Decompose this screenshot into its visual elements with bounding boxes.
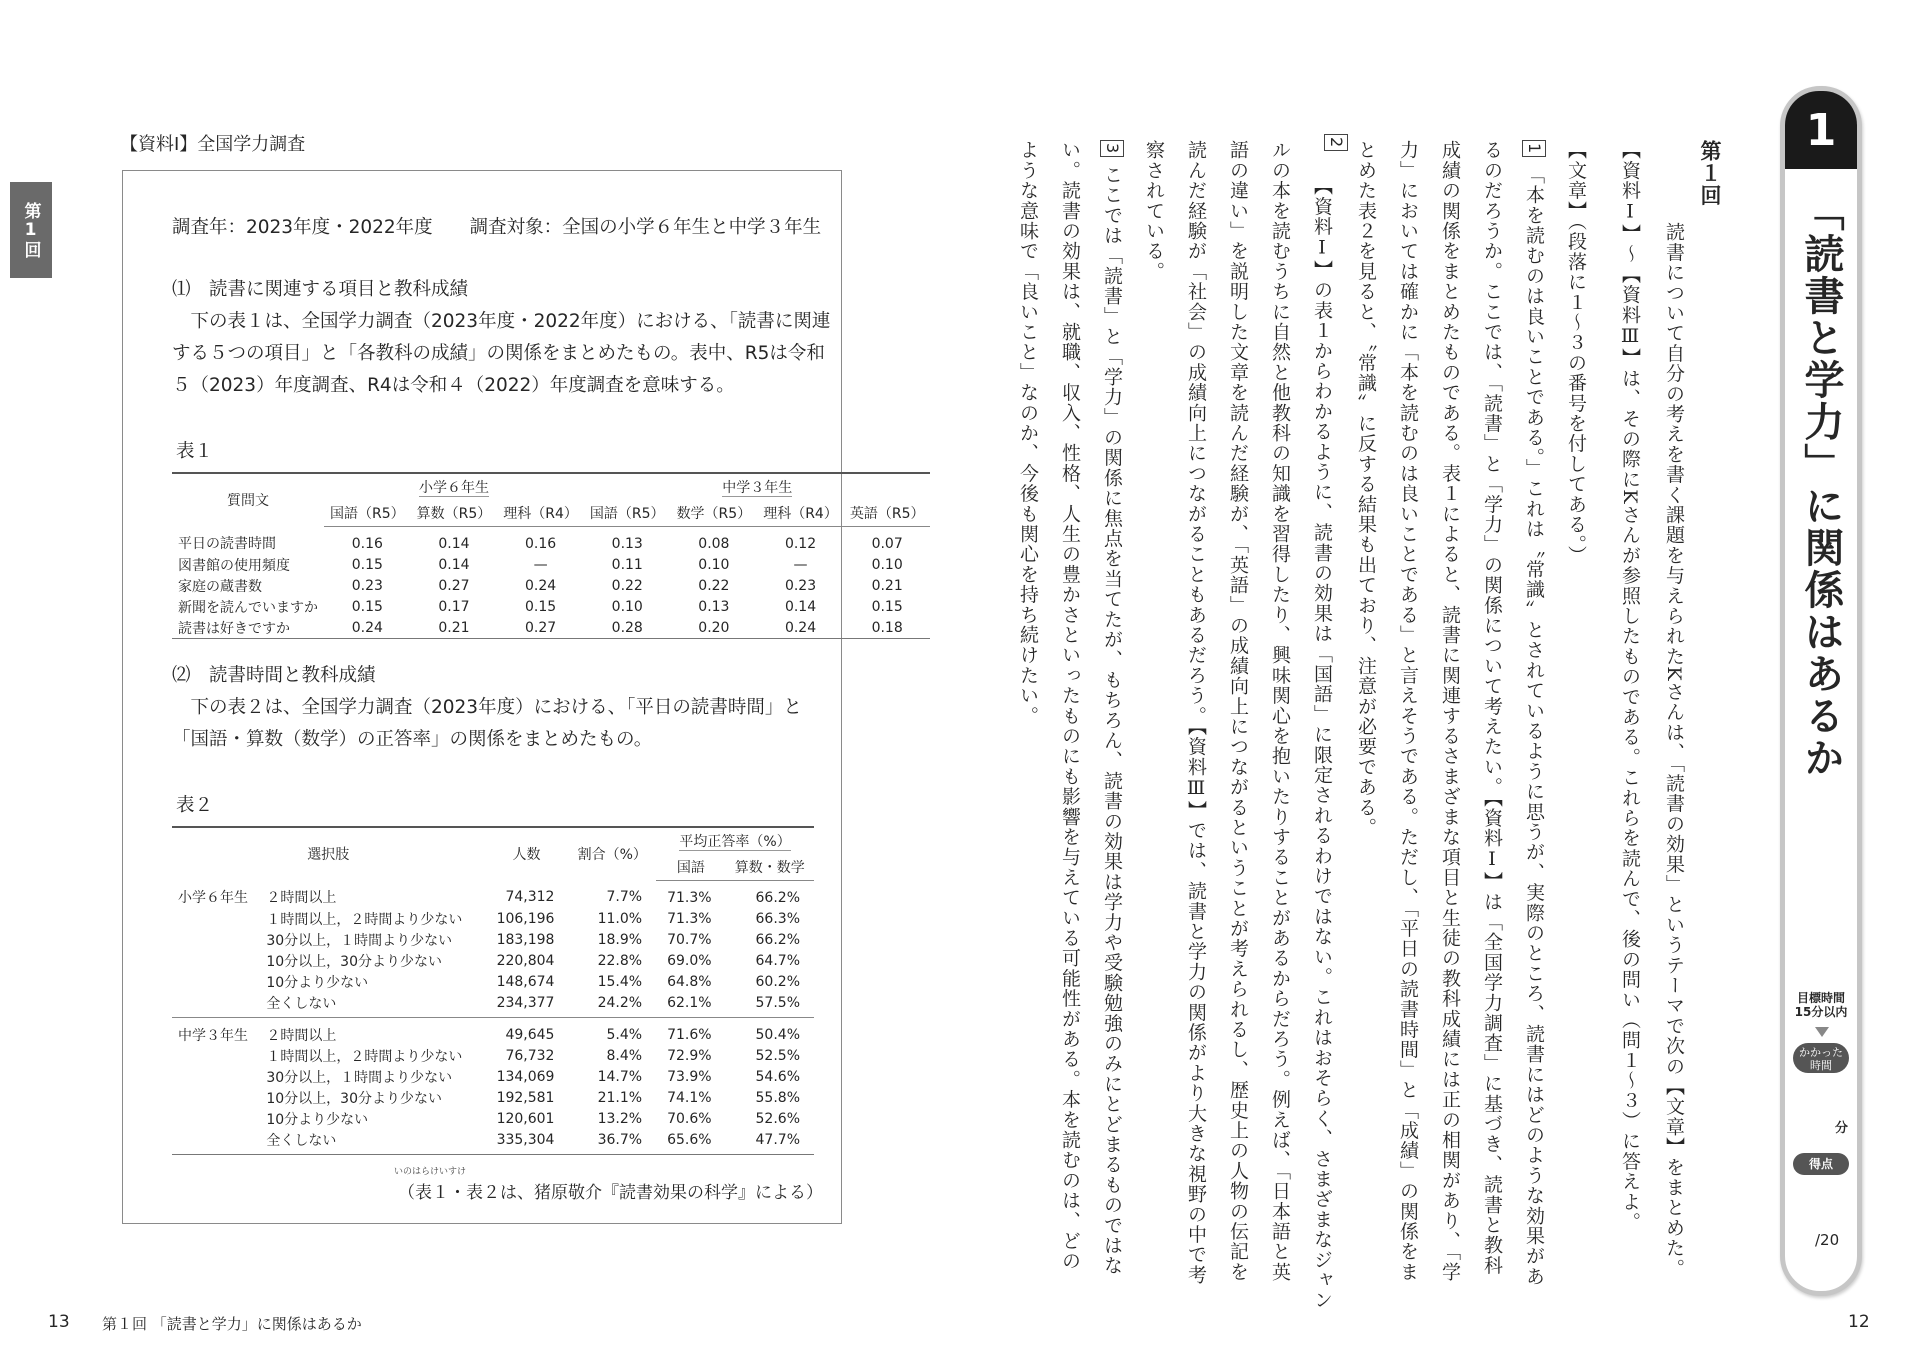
table1-cell: 0.16	[525, 535, 557, 552]
table2-cell: 106,196	[496, 910, 555, 927]
table2-group-name	[172, 908, 260, 929]
table1-cell: 0.14	[438, 535, 470, 552]
table2-group-name	[172, 1108, 260, 1129]
table2-cell: 120,601	[496, 1110, 555, 1127]
page-number: 12	[1848, 1312, 1870, 1332]
paragraph2-line: 語の違い」を説明した文章を読んだ経験が、「英語」の成績向上につながるということが考えられるし、歴史上の人物の伝記を	[1227, 140, 1249, 1282]
table2-cell: 234,377	[496, 994, 555, 1011]
table1-cell: 0.13	[611, 535, 643, 552]
round-label: 第１回	[1698, 140, 1722, 207]
table2-cell: 57.5%	[755, 994, 800, 1011]
table-row	[172, 1066, 814, 1087]
table2-choice: 30分以上，１時間より少ない	[266, 1069, 453, 1086]
table2-cell: 22.8%	[597, 952, 643, 969]
table2-cell: 54.6%	[755, 1068, 800, 1085]
table2-cell: 15.4%	[597, 973, 643, 990]
table2-cell: 220,804	[496, 952, 555, 969]
table2-cell: 55.8%	[755, 1089, 800, 1106]
table1-subheader: 国語（R5）	[584, 500, 671, 527]
paragraph-number-box: 3	[1100, 140, 1124, 157]
table2-label: 表２	[176, 795, 214, 816]
table2-cell: 64.7%	[755, 952, 800, 969]
goal-time: 目標時間 15分以内	[1794, 991, 1848, 1019]
table2-choice-header: 選択肢	[307, 847, 350, 864]
section1-text: ５（2023）年度調査、R4は令和４（2022）年度調査を意味する。	[172, 375, 735, 396]
table-row	[172, 1108, 814, 1129]
table2-cell: 49,645	[485, 1018, 569, 1046]
material1-heading: 【資料Ⅰ】全国学力調査	[120, 134, 306, 155]
source-note: （表１・表２は、猪原敬介『読書効果の科学』による）	[398, 1183, 823, 1203]
table2-cell: 64.8%	[667, 973, 712, 990]
table2-group-name	[172, 1066, 260, 1087]
table1-cell: 0.22	[698, 577, 730, 594]
table-row	[172, 971, 814, 992]
table-row	[172, 992, 814, 1018]
table1-cell: 0.17	[438, 598, 470, 615]
table2-group-name	[172, 1129, 260, 1155]
lead-line: 【資料Ⅰ】〜【資料Ⅲ】は、その際にKさんが参照したものである。これらを読んで、後の問い（問１〜３）に答えよ。	[1619, 140, 1641, 1232]
table2-choice: 10分以上，30分より少ない	[266, 953, 442, 970]
table1-cell: 0.21	[871, 577, 903, 594]
paragraph2-line: ルの本を読むうちに自然と他教科の知識を習得したり、興味関心を抱いたりすることがあるからだろう。例えば、「日本語と英	[1269, 140, 1291, 1282]
time-taken-badge: かかった 時間	[1793, 1043, 1849, 1073]
table2-group-name: 小学６年生	[178, 890, 248, 907]
table2-choice: １時間以上，２時間より少ない	[266, 1048, 463, 1065]
table-row	[172, 881, 814, 909]
section1-text: する５つの項目」と「各教科の成績」の関係をまとめたもの。表中、R5は令和	[172, 343, 825, 364]
title-panel	[1780, 86, 1862, 1296]
paragraph2-line: 【資料Ⅰ】の表１からわかるように、読書の効果は「国語」に限定されるわけではない。これはおそらく、さまざまなジャン	[1311, 176, 1333, 1311]
table2-cell: 76,732	[505, 1047, 555, 1064]
table2-cell: 13.2%	[597, 1110, 643, 1127]
table1-cell: 0.10	[871, 556, 903, 573]
table-row	[172, 575, 930, 596]
table1-cell: —	[793, 556, 808, 573]
table2-cell: 183,198	[496, 931, 555, 948]
table-row	[172, 1018, 814, 1046]
table1-cell: 0.07	[871, 535, 903, 552]
paragraph1-line: とめた表２を見ると、〝常識〟に反する結果も出ており、注意が必要である。	[1355, 140, 1377, 838]
table1-question: 家庭の蔵書数	[178, 578, 262, 595]
table-row	[172, 950, 814, 971]
paragraph1: 1 「本を読むのは良いことである。」これは〝常識〟とされているように思うが、実際のところ、読書にはどのような効果があ	[1512, 140, 1556, 1286]
table2-cell: 335,304	[496, 1131, 555, 1148]
paragraph3: 3 ここでは「読書」と「学力」の関係に焦点を当てたが、もちろん、読書の効果は学力や受験勉強のみにとどまるものではな	[1090, 140, 1134, 1276]
table2-cell: 18.9%	[597, 931, 643, 948]
section2-text: 下の表２は、全国学力調査（2023年度）における、「平日の読書時間」と	[172, 697, 802, 718]
table1-cell: 0.27	[525, 619, 557, 636]
table2-cell: 71.3%	[667, 889, 712, 906]
table1-cell: 0.28	[611, 619, 643, 636]
paragraph1-line: るのだろうか。ここでは、「読書」と「学力」の関係について考えたい。【資料Ⅰ】は「全国学力調査」に基づき、読書と教科	[1481, 140, 1503, 1276]
paragraph2-line: 読んだ経験が「社会」の成績向上につながることもあるだろう。【資料Ⅲ】では、読書と学力の関係がより大きな視野の中で考	[1185, 140, 1207, 1285]
table2-cell: 52.6%	[755, 1110, 800, 1127]
paragraph-number-box: 1	[1522, 140, 1546, 157]
table-row	[172, 1087, 814, 1108]
table2-ratio-header: 割合（%）	[577, 847, 647, 864]
paragraph1-line: 力」においては確かに「本を読むのは良いことである」と言えそうである。ただし、「平日の読書時間」と「成績」の関係をま	[1397, 140, 1419, 1282]
table2-choice: 全くしない	[266, 995, 337, 1012]
table1-cell: 0.15	[351, 556, 383, 573]
section1-text: 下の表１は、全国学力調査（2023年度・2022年度）における、「読書に関連	[172, 311, 831, 332]
table1-subheader: 国語（R5）	[324, 500, 411, 527]
table-row	[172, 1129, 814, 1155]
table2-cell: 11.0%	[597, 910, 643, 927]
table-row	[172, 527, 930, 555]
table1-group-header: 中学３年生	[722, 480, 793, 496]
table2-choice: 30分以上，１時間より少ない	[266, 932, 453, 949]
table2-group-name	[172, 929, 260, 950]
paragraph2-line: 察されている。	[1143, 140, 1165, 282]
table1-cell: 0.13	[698, 598, 730, 615]
table2-cell: 50.4%	[726, 1018, 814, 1046]
table1-cell: 0.18	[871, 619, 903, 636]
table-row	[172, 1045, 814, 1066]
table2-cell: 36.7%	[597, 1131, 643, 1148]
chapter-side-tab: 第1回	[10, 182, 52, 278]
table2-cell: 69.0%	[667, 952, 712, 969]
table1-question-header: 質問文	[227, 493, 269, 510]
table1-cell: 0.24	[351, 619, 383, 636]
table2-cell: 52.5%	[755, 1047, 800, 1064]
table2-choice: ２時間以上	[260, 1018, 484, 1046]
table1-question: 新聞を読んでいますか	[178, 599, 318, 616]
table2-choice: 10分以上，30分より少ない	[266, 1090, 442, 1107]
table1-question: 読書は好きですか	[178, 620, 290, 637]
paragraph3-line: ような意味で「良いこと」なのか、今後も関心を持ち続けたい。	[1017, 140, 1039, 726]
table2-cell: 74.1%	[667, 1089, 712, 1106]
down-arrow-icon	[1815, 1027, 1829, 1037]
minute-unit: 分	[1835, 1121, 1849, 1136]
table2-cell: 66.2%	[755, 931, 800, 948]
table1-cell: 0.27	[438, 577, 470, 594]
table1-cell: 0.11	[611, 556, 643, 573]
table2-cell: 148,674	[496, 973, 555, 990]
table1-cell: 0.24	[525, 577, 557, 594]
table1-cell: 0.10	[698, 556, 730, 573]
table1-cell: 0.14	[784, 598, 817, 615]
table1-subheader: 数学（R5）	[671, 500, 758, 527]
table2-choice: ２時間以上	[266, 890, 337, 907]
table2-cell: 74,312	[505, 889, 555, 906]
table1-cell: —	[533, 556, 548, 573]
table2-cell: 72.9%	[667, 1047, 712, 1064]
table2-cell: 134,069	[496, 1068, 555, 1085]
table-row	[172, 908, 814, 929]
table1-label: 表１	[176, 441, 214, 462]
table2-cell: 70.7%	[667, 931, 712, 948]
table1-subheader: 英語（R5）	[844, 500, 931, 527]
lead-line: 【文章】（段落に１〜３の番号を付してある。）	[1565, 140, 1587, 566]
table2-choice: 10分より少ない	[266, 974, 369, 991]
chapter-title: 「読書と学力」に関係はあるか	[1798, 191, 1844, 779]
table1-group-header: 小学６年生	[418, 480, 489, 496]
score-badge: 得点	[1793, 1153, 1849, 1175]
table2-cell: 8.4%	[606, 1047, 643, 1064]
source-ruby: いのはらけいすけ	[394, 1167, 467, 1177]
table2-cell: 66.2%	[755, 889, 800, 906]
table2-group-name: 中学３年生	[172, 1018, 260, 1046]
paragraph-number-box: 2	[1324, 134, 1348, 151]
table2-cell: 73.9%	[667, 1068, 712, 1085]
table-row	[172, 554, 930, 575]
table2-group-name	[172, 950, 260, 971]
table2-group-name	[172, 992, 260, 1018]
table2-cell: 62.1%	[667, 994, 712, 1011]
table1-cell: 0.15	[525, 598, 557, 615]
table2-group-name	[172, 1087, 260, 1108]
survey-line: 調査年：2023年度・2022年度 調査対象：全国の小学６年生と中学３年生	[172, 217, 822, 238]
table2-cell: 21.1%	[597, 1089, 643, 1106]
table2-cell: 47.7%	[755, 1131, 800, 1148]
table1-subheader: 理科（R4）	[757, 500, 844, 527]
table1-subheader: 理科（R4）	[497, 500, 584, 527]
table1-cell: 0.16	[351, 535, 383, 552]
table1	[172, 472, 930, 639]
table1-cell: 0.22	[611, 577, 643, 594]
table1-cell: 0.10	[611, 598, 643, 615]
table1-cell: 0.21	[438, 619, 470, 636]
lead-line: 読書について自分の考えを書く課題を与えられたKさんは、「読書の効果」というテーマで次の【文章】をまとめた。	[1663, 222, 1685, 1279]
table1-body	[172, 527, 930, 639]
table2-cell: 14.7%	[597, 1068, 643, 1085]
table2-cell: 7.7%	[606, 889, 643, 906]
table2-cell: 66.3%	[755, 910, 800, 927]
table1-cell: 0.15	[871, 598, 903, 615]
table-row	[172, 929, 814, 950]
paragraph2-box	[1314, 134, 1358, 162]
table2-math-header: 算数・数学	[726, 854, 814, 881]
table2-count-header: 人数	[512, 847, 541, 864]
table1-subheader: 算数（R5）	[411, 500, 498, 527]
table1-cell: 0.23	[351, 577, 383, 594]
table1-question: 図書館の使用頻度	[178, 557, 290, 574]
paragraph3-line: い。読書の効果は、就職、収入、性格、人生の豊かさといったものにも影響を与えている可能性がある。本を読むのは、どの	[1059, 140, 1081, 1272]
table2-cell: 24.2%	[597, 994, 643, 1011]
table2-choice: １時間以上，２時間より少ない	[266, 911, 463, 928]
table2-avg-header: 平均正答率（%）	[679, 834, 791, 850]
table2-group-name	[172, 971, 260, 992]
score-total: /20	[1815, 1231, 1840, 1249]
table1-cell: 0.15	[351, 598, 383, 615]
table2	[172, 826, 814, 1155]
table-row	[172, 596, 930, 617]
round-number: 1	[1785, 91, 1857, 169]
table2-body	[172, 881, 814, 1155]
table1-cell: 0.08	[698, 535, 730, 552]
left-page	[10, 12, 961, 1350]
table2-cell: 71.3%	[667, 910, 712, 927]
table1-cell: 0.12	[784, 535, 817, 552]
table2-group-name	[172, 1045, 260, 1066]
table1-cell: 0.24	[784, 619, 817, 636]
table2-choice: 全くしない	[266, 1132, 337, 1149]
section2-title: ⑵ 読書時間と教科成績	[172, 665, 376, 686]
section2-text: 「国語・算数（数学）の正答率」の関係をまとめたもの。	[172, 729, 653, 750]
right-page	[960, 12, 1910, 1350]
table2-choice: 10分より少ない	[266, 1111, 369, 1128]
table2-cell: 5.4%	[568, 1018, 656, 1046]
table1-question: 平日の読書時間	[178, 536, 276, 553]
table2-cell: 192,581	[496, 1089, 555, 1106]
section1-title: ⑴ 読書に関連する項目と教科成績	[172, 279, 469, 300]
table2-cell: 71.6%	[656, 1018, 725, 1046]
table2-cell: 70.6%	[667, 1110, 712, 1127]
table1-cell: 0.20	[698, 619, 730, 636]
table1-cell: 0.23	[784, 577, 817, 594]
table-row	[172, 617, 930, 639]
table1-cell: 0.14	[438, 556, 470, 573]
paragraph1-line: 成績の関係をまとめたものである。表１によると、読書に関連するさまざまな項目と生徒の教科成績には正の相関があり、「学	[1439, 140, 1461, 1282]
page-number: 13	[48, 1312, 70, 1332]
table2-cell: 60.2%	[755, 973, 800, 990]
table2-cell: 65.6%	[667, 1131, 712, 1148]
table2-lang-header: 国語	[656, 854, 725, 881]
footer-title: 第１回 「読書と学力」に関係はあるか	[102, 1315, 362, 1333]
